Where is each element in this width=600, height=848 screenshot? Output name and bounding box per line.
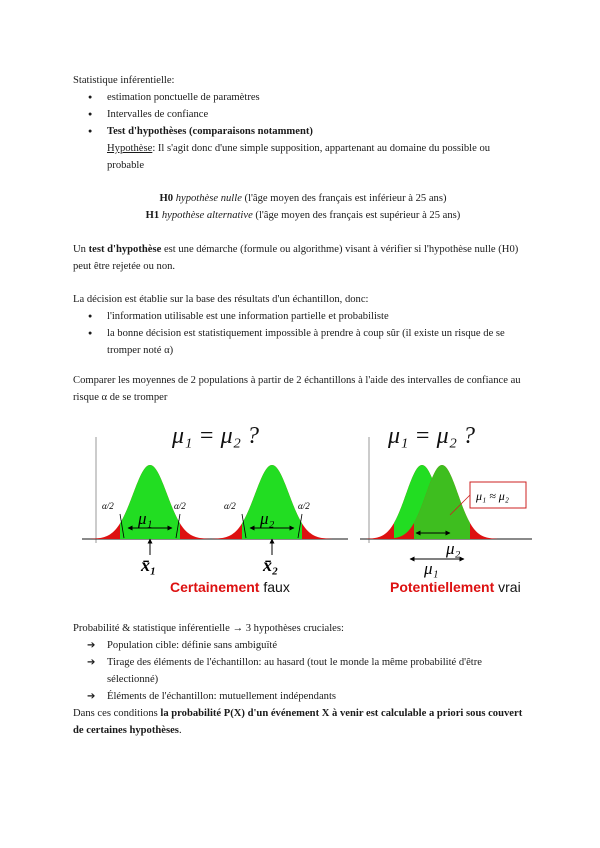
conclusion-bold: la probabilité P(X) d'un événement X à venir est calculable a priori sous couvert de certaines hypothèses (73, 708, 523, 736)
list-item: ● Intervalles de confiance (73, 106, 533, 123)
hypothese-definition (107, 140, 507, 174)
list-item: ➔ Tirage des éléments de l'échantillon: au hasard (tout le monde la même probabilité d'être sélectionné) (73, 654, 533, 688)
test-def-pre: Un (73, 244, 89, 255)
left-equation: μ₁ = μ₂ ? (172, 423, 259, 449)
right-caption (390, 579, 521, 595)
mu2-label: μ₂ (446, 539, 461, 558)
alpha-label: α/2 (224, 501, 236, 511)
test-def-post: est une démarche (formule ou algorithme) visant à vérifier si l'hypothèse nulle (H0) peut être rejetée ou non. (73, 244, 519, 272)
h0-label: H0 (159, 193, 174, 204)
left-caption (170, 579, 290, 595)
h0-name: hypothèse nulle (175, 193, 242, 204)
mu1-label: μ₁ (424, 559, 439, 578)
prob-intro: Probabilité & statistique inférentielle → 3 hypothèses cruciales: (73, 623, 344, 634)
x2-label: x̄₂ (263, 555, 279, 575)
mu2-label: μ₂ (260, 509, 275, 528)
list-item: ➔ Éléments de l'échantillon: mutuellement indépendants (73, 688, 533, 705)
compare-text: Comparer les moyennes de 2 populations à partir de 2 échantillons à l'aide des intervalles de confiance au risque α de se tromper (73, 375, 521, 403)
test-def-bold: test d'hypothèse (88, 244, 162, 255)
list-item: ● l'information utilisable est une information partielle et probabiliste (73, 308, 533, 325)
list-item: ● estimation ponctuelle de paramètres (73, 89, 533, 106)
hypotheses-list (73, 637, 533, 705)
conclusion-post: . (178, 725, 182, 736)
h0-line (73, 190, 533, 207)
methods-list (73, 89, 533, 140)
list-item: ➔ Population cible: définie sans ambiguïté (73, 637, 533, 654)
hypothese-text: : Il s'agit donc d'une simple supposition, appartenant au domaine du possible ou probable (107, 143, 491, 171)
section-title: Statistique inférentielle: (73, 75, 175, 86)
left-caption-bold: Certainement (170, 579, 260, 595)
figure-svg (72, 407, 532, 603)
confidence-interval-figure (72, 407, 532, 603)
hypothese-term: Hypothèse (107, 143, 153, 154)
conclusion-pre: Dans ces conditions (73, 708, 161, 719)
list-item: ● la bonne décision est statistiquement impossible à prendre à coup sûr (il existe un risque de se tromper noté α) (73, 325, 533, 359)
h1-line (73, 207, 533, 224)
right-caption-bold: Potentiellement (390, 579, 495, 595)
h1-name: hypothèse alternative (161, 210, 253, 221)
h1-text: (l'âge moyen des français est supérieur à 25 ans) (252, 210, 461, 221)
right-equation: μ₁ = μ₂ ? (388, 423, 475, 449)
test-definition (73, 241, 533, 275)
alpha-label: α/2 (174, 501, 186, 511)
list-item: ● Test d'hypothèses (comparaisons notamment) (73, 123, 533, 140)
x1-label: x̄₁ (141, 555, 157, 575)
conclusion (73, 705, 533, 739)
alpha-label: α/2 (298, 501, 310, 511)
decision-list (73, 308, 533, 359)
left-caption-rest: faux (259, 579, 290, 595)
h1-label: H1 (145, 210, 160, 221)
right-caption-rest: vrai (494, 579, 521, 595)
mu1-label: μ₁ (138, 509, 153, 528)
alpha-label: α/2 (102, 501, 114, 511)
h0-text: (l'âge moyen des français est inférieur à 25 ans) (241, 193, 447, 204)
inset-label: μ₁ ≈ μ₂ (476, 489, 509, 503)
decision-intro: La décision est établie sur la base des résultats d'un échantillon, donc: (73, 294, 369, 305)
